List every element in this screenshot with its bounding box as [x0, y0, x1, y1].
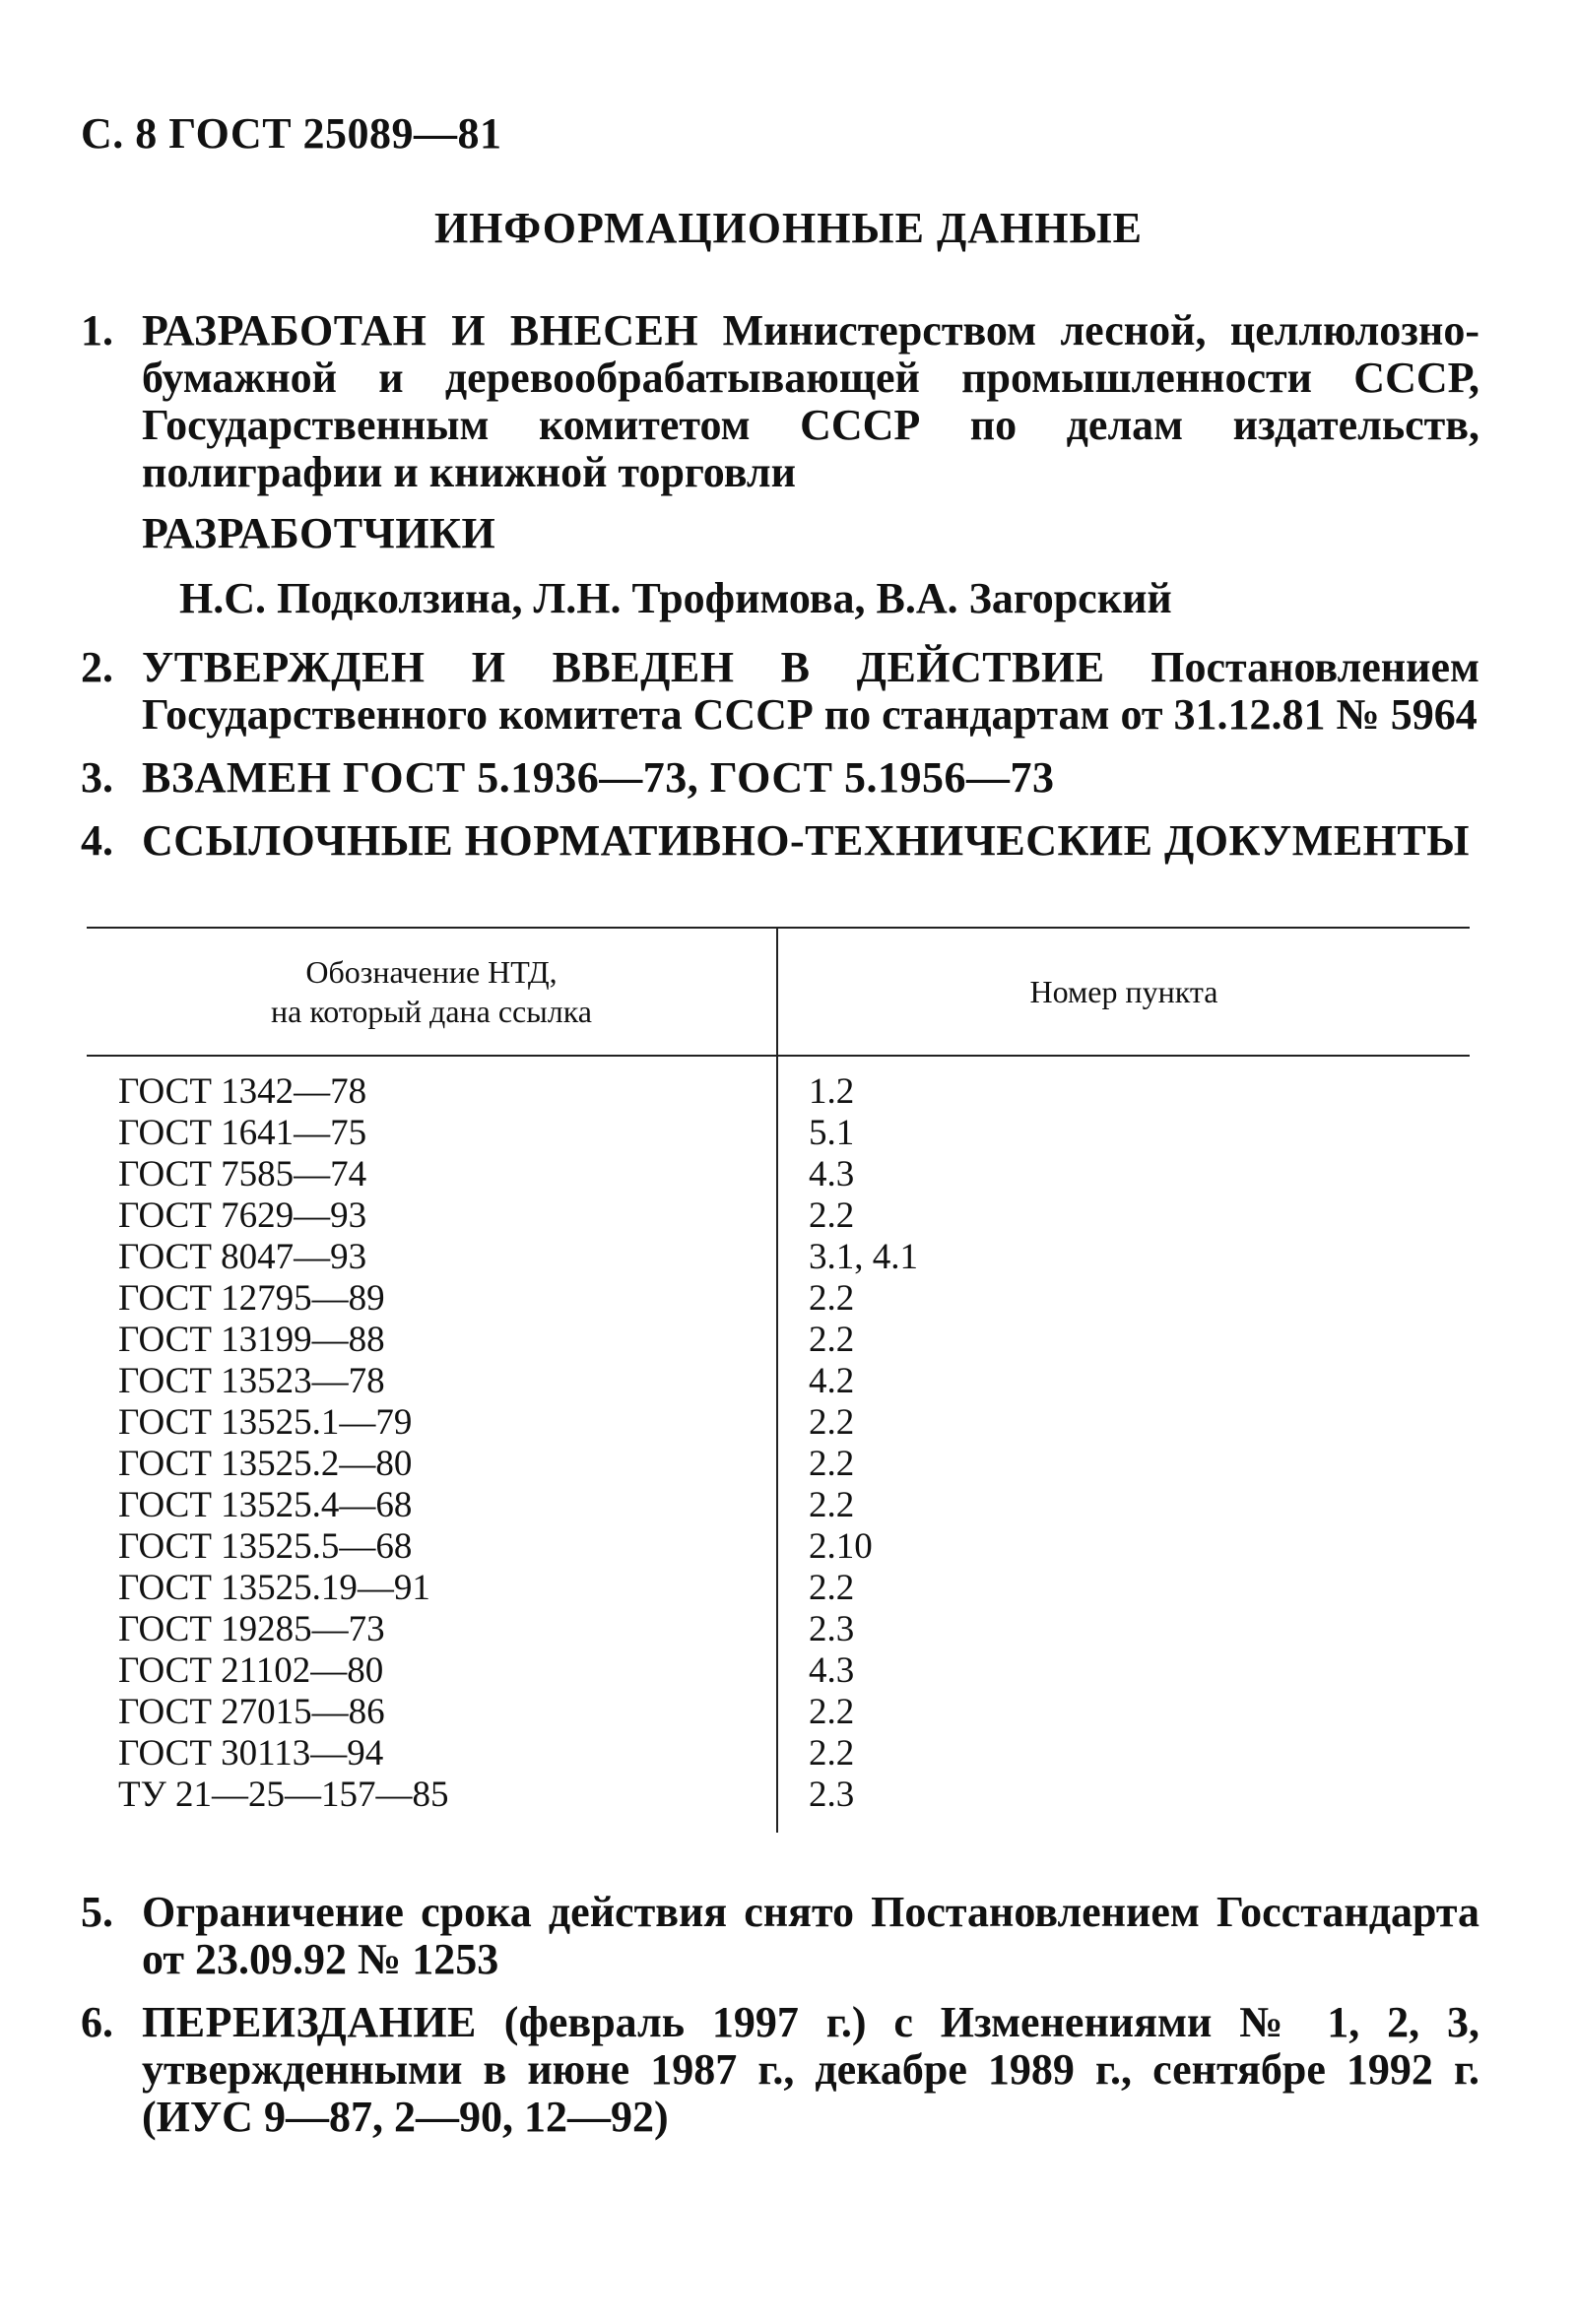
table-header-clause [778, 929, 1470, 1055]
item-lead: УТВЕРЖДЕН И ВВЕДЕН В ДЕЙСТВИЕ [142, 643, 1105, 691]
table-cell-doc: ГОСТ 1641—75 [118, 1113, 367, 1153]
developers-names: Н.С. Подколзина, Л.Н. Трофимова, В.А. Загорский [179, 574, 1172, 622]
table-cell-doc: ГОСТ 7585—74 [118, 1154, 367, 1194]
table-cell-clause: 2.3 [809, 1609, 855, 1649]
table-cell-clause: 5.1 [809, 1113, 855, 1153]
item-number: 2. [81, 643, 113, 691]
table-cell-clause: 4.2 [809, 1361, 855, 1401]
table-header-clause-label: Номер пункта [1029, 974, 1218, 1009]
info-item-4 [81, 817, 1479, 865]
info-item-6 [81, 1999, 1479, 2141]
page-header: С. 8 ГОСТ 25089—81 [81, 109, 502, 158]
table-cell-doc: ТУ 21—25—157—85 [118, 1775, 449, 1815]
table-cell-doc: ГОСТ 13525.2—80 [118, 1444, 413, 1484]
table-cell-clause: 2.2 [809, 1278, 855, 1319]
table-cell-doc: ГОСТ 13525.19—91 [118, 1568, 430, 1608]
table-cell-doc: ГОСТ 7629—93 [118, 1195, 367, 1236]
table-cell-doc: ГОСТ 13525.1—79 [118, 1402, 413, 1443]
table-cell-doc: ГОСТ 13525.5—68 [118, 1526, 413, 1567]
table-cell-doc: ГОСТ 30113—94 [118, 1733, 384, 1774]
table-cell-clause: 2.2 [809, 1444, 855, 1484]
info-item-5 [81, 1889, 1479, 1983]
table-cell-clause: 1.2 [809, 1071, 855, 1112]
table-cell-doc: ГОСТ 13523—78 [118, 1361, 385, 1401]
item-lead: ВЗАМЕН ГОСТ 5.1936—73, ГОСТ 5.1956—73 [142, 753, 1055, 802]
item-text: Ограничение срока действия снято Постановлением Госстандарта от 23.09.92 № 1253 [142, 1888, 1479, 1983]
table-cell-clause: 2.2 [809, 1402, 855, 1443]
info-item-3 [81, 754, 1479, 802]
table-cell-doc: ГОСТ 19285—73 [118, 1609, 385, 1649]
item-number: 5. [81, 1888, 113, 1936]
table-cell-clause: 2.2 [809, 1195, 855, 1236]
item-number: 3. [81, 753, 113, 802]
table-cell-clause: 4.3 [809, 1650, 855, 1691]
table-column-divider [776, 929, 778, 1833]
table-header-rule [87, 1055, 1470, 1057]
item-text: (февраль 1997 г.) с Изменениями № 1, 2, 3, утвержденными в июне 1987 г., декабре 1989 г., сентябре 1992 г. (ИУС 9—87, 2—90, 12—92) [142, 1998, 1479, 2141]
table-cell-doc: ГОСТ 13525.4—68 [118, 1485, 413, 1525]
item-lead: ССЫЛОЧНЫЕ НОРМАТИВНО-ТЕХНИЧЕСКИЕ ДОКУМЕНТЫ [142, 816, 1470, 865]
table-cell-clause: 2.3 [809, 1775, 855, 1815]
page-title: ИНФОРМАЦИОННЫЕ ДАННЫЕ [433, 204, 1144, 252]
table-cell-clause: 2.2 [809, 1568, 855, 1608]
item-lead: ПЕРЕИЗДАНИЕ [142, 1998, 477, 2046]
item-lead: РАЗРАБОТАН И ВНЕСЕН [142, 306, 699, 355]
table-cell-doc: ГОСТ 27015—86 [118, 1692, 385, 1732]
table-header-doc-label: Обозначение НТД, на который дана ссылка [271, 954, 592, 1029]
table-cell-clause: 2.2 [809, 1485, 855, 1525]
table-cell-clause: 2.2 [809, 1692, 855, 1732]
table-cell-clause: 2.2 [809, 1733, 855, 1774]
table-header-doc [87, 929, 776, 1055]
table-cell-clause: 4.3 [809, 1154, 855, 1194]
table-cell-doc: ГОСТ 8047—93 [118, 1237, 367, 1277]
item-text: Министерством лесной, целлюлозно-бумажной и деревообрабатывающей промышленности СССР, Государственным комитетом СССР по делам издательств, полиграфии и книжной торговли [142, 306, 1479, 496]
table-cell-doc: ГОСТ 12795—89 [118, 1278, 385, 1319]
table-cell-clause: 3.1, 4.1 [809, 1237, 918, 1277]
table-clause-column [809, 1071, 918, 1816]
table-cell-doc: ГОСТ 1342—78 [118, 1071, 367, 1112]
table-cell-doc: ГОСТ 21102—80 [118, 1650, 384, 1691]
table-cell-clause: 2.2 [809, 1320, 855, 1360]
table-cell-doc: ГОСТ 13199—88 [118, 1320, 385, 1360]
item-number: 1. [81, 306, 113, 355]
item-text: Постановлением Государственного комитета СССР по стандартам от 31.12.81 № 5964 [142, 643, 1479, 739]
item-number: 6. [81, 1998, 113, 2046]
table-doc-column [118, 1071, 449, 1816]
table-cell-clause: 2.10 [809, 1526, 873, 1567]
item-number: 4. [81, 816, 113, 865]
developers-heading: РАЗРАБОТЧИКИ [142, 509, 496, 557]
info-item-1 [81, 307, 1479, 496]
info-item-2 [81, 644, 1479, 739]
